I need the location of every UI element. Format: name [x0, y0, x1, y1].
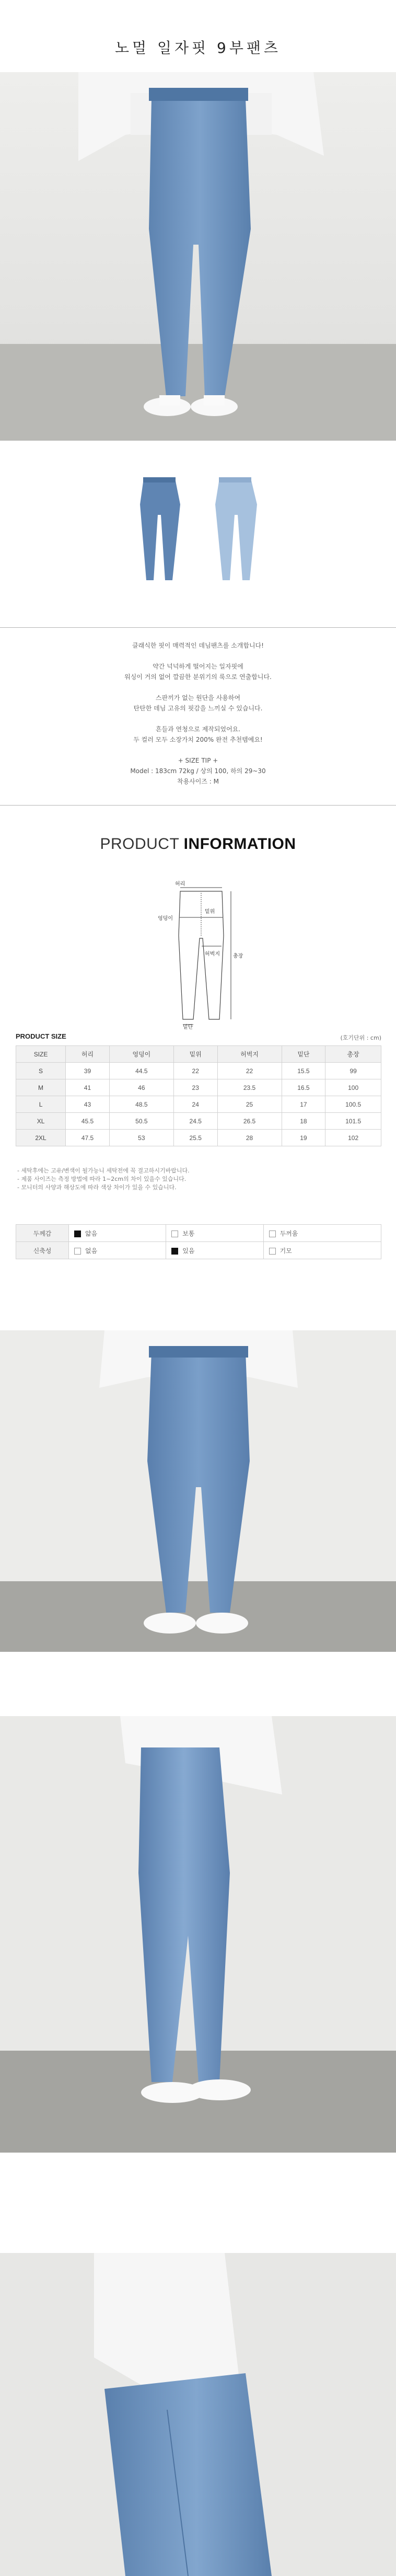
product-description	[0, 640, 396, 797]
diagram-label-thigh: 허벅지	[205, 951, 220, 957]
model-photo-closeup	[0, 2253, 396, 2576]
diagram-label-hem: 밑단	[183, 1025, 193, 1030]
table-cell: 39	[66, 1063, 110, 1079]
table-cell: 17	[282, 1096, 325, 1113]
size-table-header	[16, 1032, 381, 1043]
table-cell: 102	[325, 1130, 381, 1146]
table-cell: 101.5	[325, 1113, 381, 1130]
note-line: - 세탁후에는 고유/변색이 될가능니 세탁전에 꼭 결고하시기바랍니다.	[17, 1167, 190, 1174]
table-cell: S	[16, 1063, 66, 1079]
desc-line: 탄탄한 데님 고유의 핏감을 느끼실 수 있습니다.	[133, 705, 263, 712]
table-row	[16, 1130, 381, 1146]
model-photo-side	[0, 1716, 396, 2153]
fit-option	[263, 1242, 381, 1259]
column-header: 허리	[66, 1046, 110, 1063]
table-row	[16, 1063, 381, 1079]
fit-option-label: 기모	[279, 1247, 292, 1255]
desc-line: 스판끼가 없는 원단을 사용하여	[155, 694, 241, 702]
desc-line: 약간 넉넉하게 떨어지는 일자핏에	[153, 663, 243, 670]
table-cell: 19	[282, 1130, 325, 1146]
table-cell: 100.5	[325, 1096, 381, 1113]
table-cell: 48.5	[109, 1096, 173, 1113]
table-cell: 46	[109, 1079, 173, 1096]
divider	[0, 627, 396, 628]
fit-label: 두께감	[16, 1225, 69, 1242]
fit-table	[16, 1224, 381, 1259]
table-cell: 18	[282, 1113, 325, 1130]
column-header: 엉덩이	[109, 1046, 173, 1063]
size-tip-size: 착용사이즈 : M	[177, 778, 219, 785]
table-row	[16, 1096, 381, 1113]
care-notes	[17, 1167, 383, 1192]
size-table-title: PRODUCT SIZE	[16, 1032, 66, 1040]
fit-option	[69, 1242, 166, 1259]
table-cell: 43	[66, 1096, 110, 1113]
fit-option-label: 보통	[182, 1229, 195, 1237]
fit-row-thickness	[16, 1225, 381, 1242]
desc-line: 두 컬러 모두 소장가치 200% 완전 추천템예요!	[133, 736, 263, 743]
diagram-label-rise: 밑위	[205, 909, 215, 915]
fit-option	[166, 1242, 263, 1259]
page-title: 노멀 일자핏 9부팬츠	[114, 39, 281, 56]
fit-option-label: 두꺼움	[279, 1229, 298, 1237]
note-line: - 제품 사이즈는 측정 방법에 따라 1~2cm의 차이 있을수 있습니다.	[17, 1176, 187, 1182]
fit-option	[263, 1225, 381, 1242]
table-cell: 23	[173, 1079, 217, 1096]
table-cell: 100	[325, 1079, 381, 1096]
fit-option-label: 없음	[85, 1247, 98, 1255]
table-cell: 16.5	[282, 1079, 325, 1096]
table-cell: XL	[16, 1113, 66, 1130]
model-photo-front	[0, 1330, 396, 1652]
column-header: SIZE	[16, 1046, 66, 1063]
table-cell: 53	[109, 1130, 173, 1146]
table-cell: 45.5	[66, 1113, 110, 1130]
medium-wash-pants-thumb	[140, 477, 180, 580]
checked-box-icon	[74, 1230, 81, 1237]
table-cell: 50.5	[109, 1113, 173, 1130]
diagram-label-length: 총장	[233, 953, 243, 959]
light-wash-pants-thumb	[215, 477, 257, 580]
unchecked-box-icon	[269, 1248, 276, 1255]
table-cell: 26.5	[217, 1113, 282, 1130]
size-tip-title: + SIZE TIP +	[178, 757, 218, 764]
table-cell: L	[16, 1096, 66, 1113]
table-cell: M	[16, 1079, 66, 1096]
fit-option	[69, 1225, 166, 1242]
table-cell: 44.5	[109, 1063, 173, 1079]
table-cell: 47.5	[66, 1130, 110, 1146]
fit-row-stretch	[16, 1242, 381, 1259]
desc-line: 워싱이 거의 없어 깔끔한 분위기의 룩으로 연출합니다.	[124, 673, 272, 681]
table-cell: 22	[173, 1063, 217, 1079]
column-header: 총장	[325, 1046, 381, 1063]
column-header: 허벅지	[217, 1046, 282, 1063]
table-cell: 99	[325, 1063, 381, 1079]
table-cell: 15.5	[282, 1063, 325, 1079]
table-cell: 22	[217, 1063, 282, 1079]
unchecked-box-icon	[74, 1248, 81, 1255]
fit-option-label: 얇음	[85, 1229, 98, 1237]
desc-line: 흔들과 연청으로 제작되었어요.	[155, 726, 241, 733]
unchecked-box-icon	[171, 1230, 178, 1237]
table-cell: 25.5	[173, 1130, 217, 1146]
size-tip-model: Model : 183cm 72kg / 상의 100, 하의 29~30	[130, 767, 266, 775]
intro-text: 클래식한 핏이 매력적인 데님팬츠를 소개합니다!	[132, 642, 264, 649]
fit-option-label: 있음	[182, 1247, 195, 1255]
checked-box-icon	[171, 1248, 178, 1255]
hero-photo-front	[0, 72, 396, 441]
table-cell: 24.5	[173, 1113, 217, 1130]
table-row	[16, 1079, 381, 1096]
unchecked-box-icon	[269, 1230, 276, 1237]
fit-label: 신축성	[16, 1242, 69, 1259]
diagram-label-hip: 엉덩이	[158, 916, 173, 922]
product-information-heading	[0, 835, 396, 853]
fit-option	[166, 1225, 263, 1242]
column-header: 밑위	[173, 1046, 217, 1063]
heading-bold: INFORMATION	[183, 835, 296, 853]
table-cell: 2XL	[16, 1130, 66, 1146]
column-header: 밑단	[282, 1046, 325, 1063]
size-table	[16, 1045, 381, 1146]
heading-light: PRODUCT	[100, 835, 179, 853]
size-table-unit: (호기단위 : cm)	[340, 1034, 381, 1041]
color-variants	[0, 473, 396, 599]
table-header-row	[16, 1046, 381, 1063]
divider	[0, 805, 396, 806]
table-cell: 25	[217, 1096, 282, 1113]
measurement-diagram	[157, 878, 246, 1030]
table-cell: 28	[217, 1130, 282, 1146]
diagram-label-waist: 허리	[175, 881, 185, 887]
table-row	[16, 1113, 381, 1130]
note-line: - 모니터의 사양과 해상도에 따라 색상 차이가 있을 수 있습니다.	[17, 1184, 177, 1191]
table-cell: 24	[173, 1096, 217, 1113]
table-cell: 23.5	[217, 1079, 282, 1096]
table-cell: 41	[66, 1079, 110, 1096]
